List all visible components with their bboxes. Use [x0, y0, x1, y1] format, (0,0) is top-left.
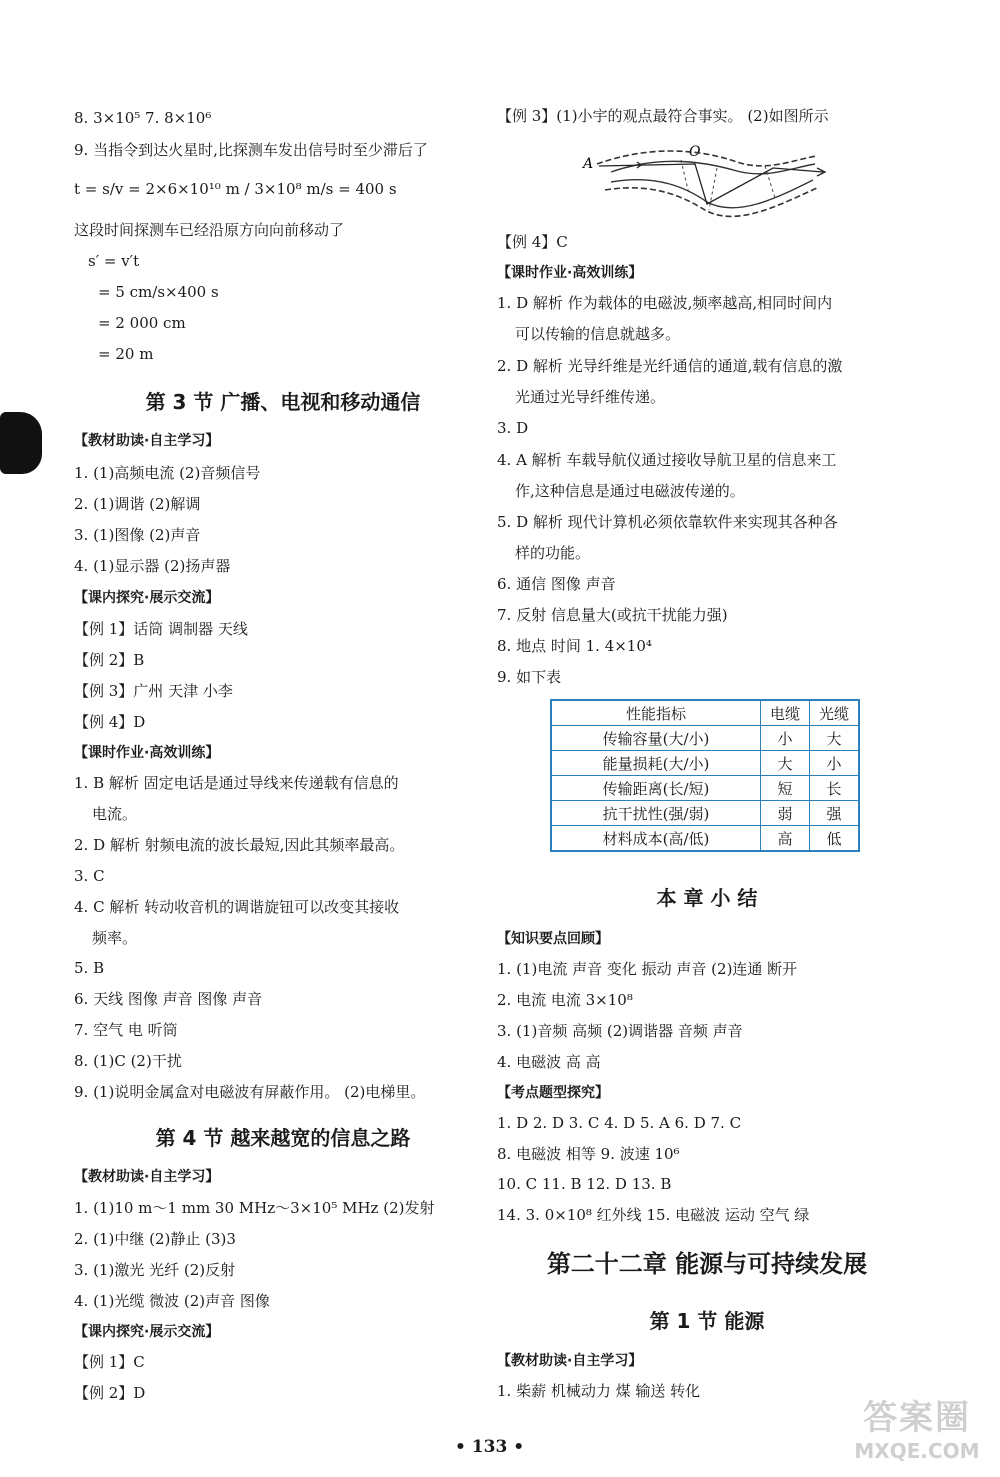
- optical-fiber-figure: [577, 138, 827, 220]
- text-line: 4. (1)光缆 微波 (2)声音 图像: [74, 1292, 270, 1310]
- formula-line: = 5 cm/s×400 s: [98, 283, 219, 301]
- text-line: 这段时间探测车已经沿原方向向前移动了: [74, 221, 345, 239]
- table-cell: 低: [810, 826, 860, 852]
- watermark-text: 答案圈: [863, 1398, 971, 1438]
- text-line: 4. (1)显示器 (2)扬声器: [74, 557, 231, 575]
- table-cell: 传输距离(长/短): [551, 776, 761, 801]
- text-line: 光通过光导纤维传递。: [515, 388, 666, 406]
- text-line: 1. B 解析 固定电话是通过导线来传递载有信息的: [74, 774, 399, 792]
- formula-line: s′ = v′t: [88, 252, 140, 270]
- text-line: 【例 3】广州 天津 小李: [74, 682, 233, 700]
- text-line: 【例 2】B: [74, 651, 145, 669]
- text-line: 9. (1)说明金属盒对电磁波有屏蔽作用。 (2)电梯里。: [74, 1083, 426, 1101]
- text-line: 8. 地点 时间 1. 4×10⁴: [497, 637, 652, 655]
- table-cell: 大: [810, 726, 860, 751]
- watermark-text: MXQE.COM: [854, 1439, 980, 1463]
- text-line: 3. (1)激光 光纤 (2)反射: [74, 1261, 236, 1279]
- text-line: 9. 如下表: [497, 668, 562, 686]
- text-line: 14. 3. 0×10⁸ 红外线 15. 电磁波 运动 空气 绿: [497, 1206, 810, 1224]
- section-title: 第 3 节 广播、电视和移动通信: [145, 390, 421, 414]
- table-cell: 抗干扰性(强/弱): [551, 801, 761, 826]
- block-header: 【教材助读·自主学习】: [497, 1353, 643, 1369]
- text-line: 10. C 11. B 12. D 13. B: [497, 1175, 672, 1193]
- formula-line: = 2 000 cm: [98, 314, 186, 332]
- text-line: 2. 电流 电流 3×10⁸: [497, 991, 633, 1009]
- scan-blot: [0, 412, 42, 474]
- text-line: 1. D 解析 作为载体的电磁波,频率越高,相同时间内: [497, 294, 833, 312]
- text-line: 4. C 解析 转动收音机的调谐旋钮可以改变其接收: [74, 898, 400, 916]
- formula-line: = 20 m: [98, 345, 154, 363]
- table-cell: 高: [761, 826, 810, 852]
- summary-title: 本 章 小 结: [656, 886, 758, 910]
- text-line: 【例 1】C: [74, 1353, 145, 1371]
- text-line: 可以传输的信息就越多。: [515, 325, 681, 343]
- section-title: 第 4 节 越来越宽的信息之路: [155, 1126, 411, 1150]
- text-line: 2. (1)调谐 (2)解调: [74, 495, 201, 513]
- figure-label-a: A: [583, 156, 594, 172]
- text-line: 【例 3】(1)小宇的观点最符合事实。 (2)如图所示: [497, 107, 829, 125]
- block-header: 【课内探究·展示交流】: [74, 1324, 220, 1340]
- text-line: 2. D 解析 光导纤维是光纤通信的通道,载有信息的激: [497, 357, 843, 375]
- text-line: 5. D 解析 现代计算机必须依靠软件来实现其各种各: [497, 513, 838, 531]
- block-header: 【教材助读·自主学习】: [74, 1169, 220, 1185]
- text-line: 4. A 解析 车载导航仪通过接收导航卫星的信息来工: [497, 451, 837, 469]
- table-cell: 传输容量(大/小): [551, 726, 761, 751]
- text-line: 【例 1】话筒 调制器 天线: [74, 620, 248, 638]
- table-row: [551, 826, 859, 852]
- text-line: 7. 反射 信息量大(或抗干扰能力强): [497, 606, 728, 624]
- block-header: 【考点题型探究】: [497, 1085, 609, 1101]
- text-line: 6. 天线 图像 声音 图像 声音: [74, 990, 263, 1008]
- normal-line: [765, 166, 775, 198]
- performance-table: [550, 699, 860, 852]
- table-cell: 弱: [761, 801, 810, 826]
- table-header-cell: 电缆: [761, 700, 810, 726]
- text-line: 8. 3×10⁵ 7. 8×10⁶: [74, 109, 212, 127]
- table-cell: 大: [761, 751, 810, 776]
- formula-line: t = s/v = 2×6×10¹⁰ m / 3×10⁸ m/s = 400 s: [74, 180, 397, 198]
- text-line: 2. (1)中继 (2)静止 (3)3: [74, 1230, 236, 1248]
- text-line: 2. D 解析 射频电流的波长最短,因此其频率最高。: [74, 836, 405, 854]
- text-line: 1. 柴薪 机械动力 煤 输送 转化: [497, 1382, 701, 1400]
- text-line: 4. 电磁波 高 高: [497, 1053, 601, 1071]
- normal-line: [709, 168, 717, 210]
- text-line: 3. (1)音频 高频 (2)调谐器 音频 声音: [497, 1022, 743, 1040]
- page-number: • 133 •: [455, 1437, 525, 1457]
- block-header: 【课时作业·高效训练】: [497, 265, 643, 281]
- text-line: 1. D 2. D 3. C 4. D 5. A 6. D 7. C: [497, 1114, 742, 1132]
- text-line: 1. (1)10 m～1 mm 30 MHz～3×10⁵ MHz (2)发射: [74, 1199, 435, 1217]
- text-line: 9. 当指令到达火星时,比探测车发出信号时至少滞后了: [74, 141, 428, 159]
- table-cell: 小: [761, 726, 810, 751]
- block-header: 【教材助读·自主学习】: [74, 433, 220, 449]
- text-line: 作,这种信息是通过电磁波传递的。: [515, 482, 745, 500]
- text-line: 【例 4】D: [74, 713, 146, 731]
- text-line: 3. D: [497, 419, 529, 437]
- block-header: 【课内探究·展示交流】: [74, 590, 220, 606]
- section-title: 第 1 节 能源: [649, 1309, 765, 1333]
- text-line: 8. 电磁波 相等 9. 波速 10⁶: [497, 1145, 680, 1163]
- text-line: 6. 通信 图像 声音: [497, 575, 616, 593]
- table-header-row: [551, 700, 859, 726]
- chapter-title: 第二十二章 能源与可持续发展: [546, 1250, 868, 1278]
- table-cell: 能量损耗(大/小): [551, 751, 761, 776]
- text-line: 1. (1)电流 声音 变化 振动 声音 (2)连通 断开: [497, 960, 798, 978]
- watermark-logo: [852, 1390, 982, 1468]
- text-line: 频率。: [92, 929, 138, 947]
- text-line: 3. C: [74, 867, 105, 885]
- block-header: 【知识要点回顾】: [497, 931, 609, 947]
- table-cell: 长: [810, 776, 860, 801]
- table-row: [551, 726, 859, 751]
- table-header-cell: 光缆: [810, 700, 860, 726]
- figure-label-o: O: [689, 144, 701, 160]
- table-cell: 强: [810, 801, 860, 826]
- text-line: 1. (1)高频电流 (2)音频信号: [74, 464, 261, 482]
- text-line: 3. (1)图像 (2)声音: [74, 526, 201, 544]
- block-header: 【课时作业·高效训练】: [74, 745, 220, 761]
- text-line: 【例 2】D: [74, 1384, 146, 1402]
- table-cell: 短: [761, 776, 810, 801]
- text-line: 5. B: [74, 959, 105, 977]
- table-row: [551, 751, 859, 776]
- table-row: [551, 776, 859, 801]
- text-line: 样的功能。: [515, 544, 591, 562]
- text-line: 8. (1)C (2)干扰: [74, 1052, 182, 1070]
- text-line: 7. 空气 电 听筒: [74, 1021, 178, 1039]
- table-cell: 小: [810, 751, 860, 776]
- table-cell: 材料成本(高/低): [551, 826, 761, 852]
- table-header-cell: 性能指标: [551, 700, 761, 726]
- table-row: [551, 801, 859, 826]
- text-line: 【例 4】C: [497, 233, 568, 251]
- text-line: 电流。: [92, 805, 138, 823]
